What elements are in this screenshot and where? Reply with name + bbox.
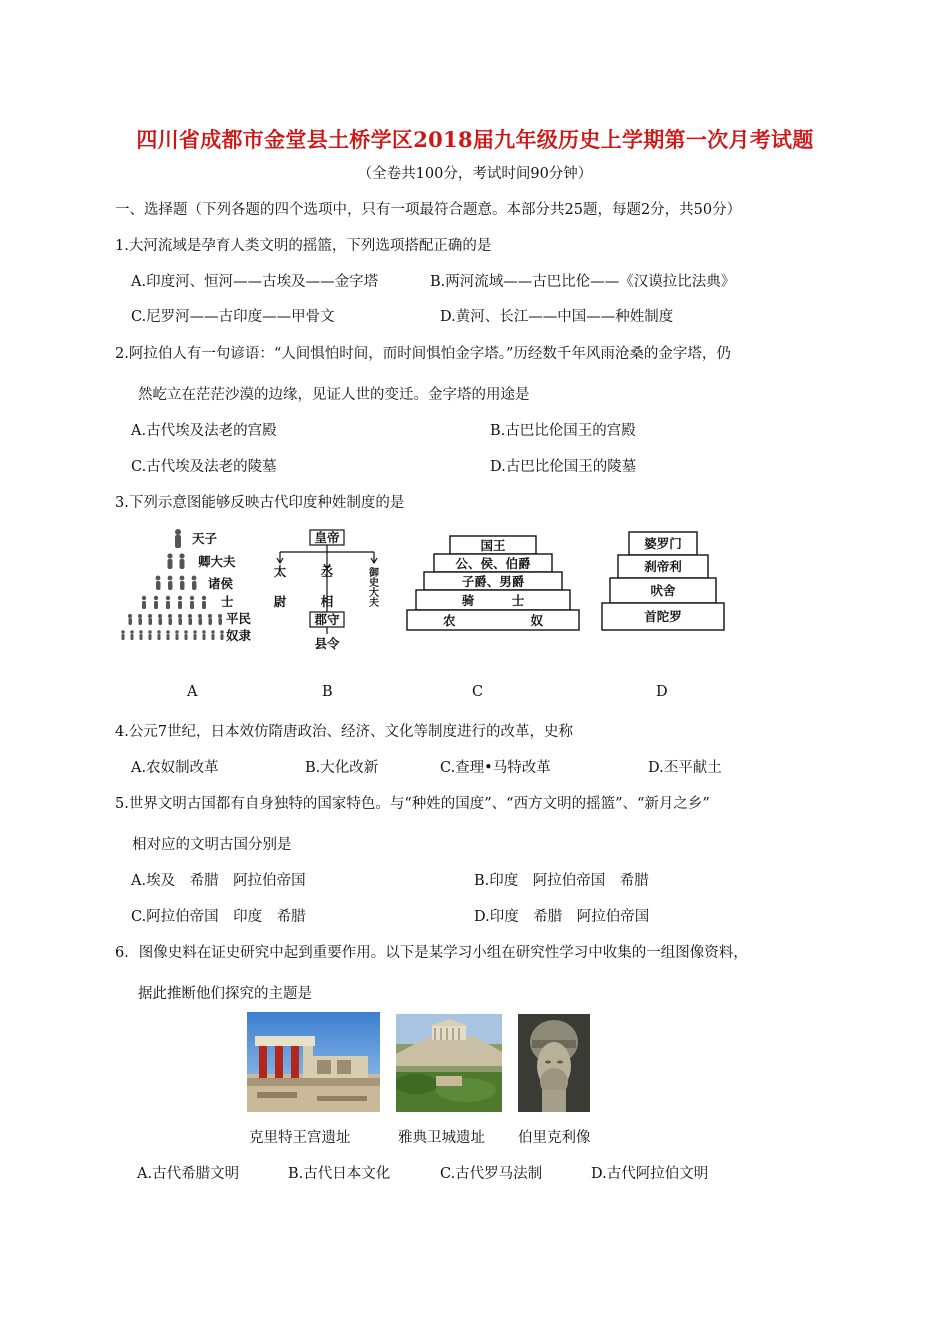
question-3-option-b[interactable]: B <box>322 684 333 700</box>
question-1-option-b[interactable]: B.两河流域——古巴比伦——《汉谟拉比法典》 <box>430 274 736 290</box>
diagram-d-level-2: 刹帝利 <box>644 559 682 574</box>
diagram-a-level-1: 天子 <box>192 531 218 546</box>
question-3-option-a[interactable]: A <box>187 684 198 700</box>
question-2-option-b[interactable]: B.古巴比伦国王的宫殿 <box>490 423 636 439</box>
photo-caption-pericles: 伯里克利像 <box>518 1130 591 1146</box>
diagram-d-level-3: 吠舍 <box>650 583 676 598</box>
diagram-a-level-4: 士 <box>221 594 234 609</box>
diagram-a-level-6: 奴隶 <box>226 628 252 643</box>
question-2-option-c[interactable]: C.古代埃及法老的陵墓 <box>131 459 277 475</box>
question-5-option-d[interactable]: D.印度 希腊 阿拉伯帝国 <box>474 909 650 925</box>
question-4-option-d[interactable]: D.丕平献土 <box>648 760 722 776</box>
diagram-c-level-5: 农 奴 <box>442 613 544 628</box>
question-2-stem-cont: 然屹立在茫茫沙漠的边缘，见证人世的变迁。金字塔的用途是 <box>138 387 530 403</box>
question-1-option-c[interactable]: C.尼罗河——古印度——甲骨文 <box>131 309 335 325</box>
diagram-a-level-5: 平民 <box>226 611 252 626</box>
question-5-option-a[interactable]: A.埃及 希腊 阿拉伯帝国 <box>131 873 306 889</box>
question-6-option-c[interactable]: C.古代罗马法制 <box>440 1166 543 1182</box>
question-4-option-c[interactable]: C.查理•马特改革 <box>440 760 551 776</box>
photo-caption-acropolis: 雅典卫城遗址 <box>398 1130 485 1146</box>
diagram-d-caste-pyramid <box>598 528 726 636</box>
diagram-c-level-4: 骑 士 <box>461 593 525 608</box>
question-5-option-c[interactable]: C.阿拉伯帝国 印度 希腊 <box>131 909 306 925</box>
diagram-b-bottom-1: 郡守 <box>314 612 340 627</box>
question-6-option-d[interactable]: D.古代阿拉伯文明 <box>591 1166 709 1182</box>
athens-acropolis-photo <box>396 1014 502 1112</box>
question-5-stem: 5.世界文明古国都有自身独特的国家特色。与“种姓的国度”、“西方文明的摇篮”、“新月之乡” <box>115 796 710 812</box>
diagram-a-level-3: 诸侯 <box>208 576 234 591</box>
question-2-stem: 2.阿拉伯人有一句谚语：“人间惧怕时间，而时间惧怕金字塔。”历经数千年风雨沧桑的金字塔，仍 <box>115 346 731 362</box>
diagram-b-right-2: 史 <box>369 578 379 589</box>
question-5-stem-cont: 相对应的文明古国分别是 <box>132 837 292 853</box>
question-5-option-b[interactable]: B.印度 阿拉伯帝国 希腊 <box>474 873 649 889</box>
diagram-b-bottom-2: 县令 <box>314 636 340 651</box>
question-3-option-d[interactable]: D <box>656 684 668 700</box>
diagram-c-feudal-pyramid <box>404 532 582 636</box>
question-6-stem-cont: 据此推断他们探究的主题是 <box>138 986 312 1002</box>
knossos-palace-photo <box>247 1012 380 1112</box>
figure-icon <box>175 529 181 548</box>
diagram-c-level-1: 国王 <box>480 538 506 553</box>
question-6-option-b[interactable]: B.古代日本文化 <box>288 1166 391 1182</box>
question-2-option-a[interactable]: A.古代埃及法老的宫殿 <box>131 423 277 439</box>
diagram-d-level-1: 婆罗门 <box>644 536 682 551</box>
pericles-bust-photo <box>518 1014 590 1112</box>
diagram-b-right-4: 夫 <box>369 598 379 609</box>
diagram-b-right-1: 御 <box>369 568 379 579</box>
question-1-stem: 1.大河流域是孕育人类文明的摇篮，下列选项搭配正确的是 <box>115 238 492 254</box>
photo-caption-knossos: 克里特王宫遗址 <box>249 1130 351 1146</box>
diagram-a-zhou-hierarchy <box>118 522 256 650</box>
page-title: 四川省成都市金堂县土桥学区2018届九年级历史上学期第一次月考试题 <box>136 127 814 152</box>
diagram-b-mid-1: 丞 <box>320 564 334 579</box>
question-1-option-a[interactable]: A.印度河、恒河——古埃及——金字塔 <box>131 274 379 290</box>
question-3-stem: 3.下列示意图能够反映古代印度种姓制度的是 <box>115 495 405 511</box>
diagram-c-level-3: 子爵、男爵 <box>461 574 525 589</box>
question-2-option-d[interactable]: D.古巴比伦国王的陵墓 <box>490 459 637 475</box>
diagram-d-level-4: 首陀罗 <box>644 609 682 624</box>
diagram-c-level-2: 公、侯、伯爵 <box>455 556 531 571</box>
question-6-option-a[interactable]: A.古代希腊文明 <box>137 1166 240 1182</box>
question-1-option-d[interactable]: D.黄河、长江——中国——种姓制度 <box>440 309 674 325</box>
section-heading: 一、选择题（下列各题的四个选项中，只有一项最符合题意。本部分共25题，每题2分，共50分） <box>115 202 742 218</box>
question-4-stem: 4.公元7世纪，日本效仿隋唐政治、经济、文化等制度进行的改革，史称 <box>115 724 574 740</box>
question-4-option-a[interactable]: A.农奴制改革 <box>131 760 219 776</box>
diagram-a-level-2: 卿大夫 <box>198 554 236 569</box>
diagram-b-left-2: 尉 <box>273 594 287 609</box>
diagram-b-left-1: 太 <box>273 564 287 579</box>
exam-subtitle: （全卷共100分，考试时间90分钟） <box>357 166 593 182</box>
diagram-b-qin-system <box>262 528 392 656</box>
diagram-b-mid-2: 相 <box>320 594 334 609</box>
diagram-b-right-3: 大 <box>369 588 379 599</box>
question-3-option-c[interactable]: C <box>472 684 484 700</box>
question-6-stem: 6．图像史料在证史研究中起到重要作用。以下是某学习小组在研究性学习中收集的一组图像资料， <box>115 945 748 961</box>
question-4-option-b[interactable]: B.大化改新 <box>305 760 379 776</box>
diagram-b-top: 皇帝 <box>314 530 340 545</box>
